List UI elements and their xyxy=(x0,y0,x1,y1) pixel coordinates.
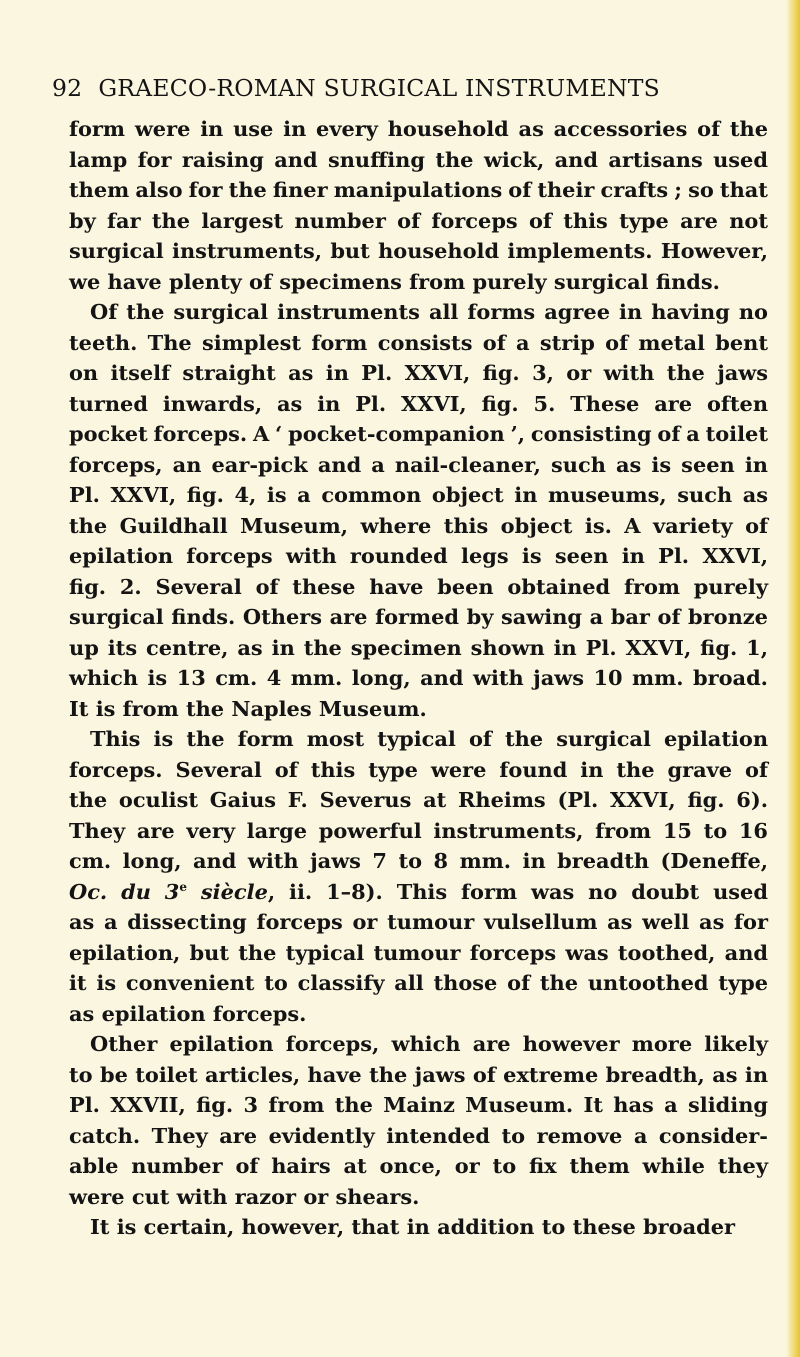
text-line: turned inwards, as in Pl. XXVI, fig. 5. These are often xyxy=(69,390,769,416)
text-line: up its centre, as in the specimen shown in Pl. XXVI, fig. 1, xyxy=(69,634,768,660)
running-title: GRAECO-ROMAN SURGICAL INSTRUMENTS xyxy=(98,74,660,102)
paragraph-3 xyxy=(69,724,768,1029)
text-line: catch. They are evidently intended to remove a consider- xyxy=(69,1122,768,1148)
text-line: Pl. XXVI, fig. 4, is a common object in museums, such as xyxy=(69,482,769,507)
text-line: the Guildhall Museum, where this object is. A variety of xyxy=(69,512,769,538)
paragraph-4 xyxy=(69,1029,768,1212)
text-line: lamp for raising and snuffing the wick, and artisans used xyxy=(69,146,768,172)
text-line: form were in use in every household as accessories of the xyxy=(69,116,768,141)
text-line: pocket forceps. A ‘ pocket-companion ’, consisting of a toilet xyxy=(69,421,768,446)
text-line: able number of hairs at once, or to fix them while they xyxy=(69,1153,768,1178)
text-line: we have plenty of specimens from purely surgical finds. xyxy=(69,268,720,294)
paragraph-1 xyxy=(69,114,768,297)
text-line: Other epilation forceps, which are however more likely xyxy=(90,1031,769,1056)
text-line: it is convenient to classify all those of the untoothed type xyxy=(69,970,768,995)
paragraph-2 xyxy=(69,297,768,724)
text-line: forceps, an ear-pick and a nail-cleaner, such as is seen in xyxy=(69,451,768,477)
text-line: as a dissecting forceps or tumour vulsellum as well as for xyxy=(69,909,768,934)
text-line: It is from the Naples Museum. xyxy=(69,695,427,721)
text-line: This is the form most typical of the surgical epilation xyxy=(90,726,769,751)
text-line: on itself straight as in Pl. XXVI, fig. 3, or with the jaws xyxy=(69,360,769,385)
citation-suffix: , ii. 1–8). This form was no doubt used xyxy=(267,878,768,904)
text-line: epilation, but the typical tumour forceps was toothed, and xyxy=(69,939,769,965)
book-page xyxy=(52,72,768,1243)
text-line: as epilation forceps. xyxy=(69,1000,307,1026)
text-line: surgical instruments, but household implements. However, xyxy=(69,238,769,263)
paragraph-5 xyxy=(69,1212,768,1243)
text-line: surgical finds. Others are formed by sawing a bar of bronze xyxy=(69,604,768,629)
text-line: teeth. The simplest form consists of a strip of metal bent xyxy=(69,329,768,355)
text-line: to be toilet articles, have the jaws of extreme breadth, as in xyxy=(69,1061,769,1087)
text-line: which is 13 cm. 4 mm. long, and with jaws 10 mm. broad. xyxy=(69,665,768,690)
running-head xyxy=(52,72,768,104)
text-line: fig. 2. Several of these have been obtained from purely xyxy=(69,573,768,599)
citation-superscript: e xyxy=(179,879,187,894)
text-line: forceps. Several of this type were found in the grave of xyxy=(69,756,768,782)
text-line: Of the surgical instruments all forms agree in having no xyxy=(90,299,768,324)
page-edge-stain xyxy=(786,0,800,1357)
text-line: the oculist Gaius F. Severus at Rheims (Pl. XXVI, fig. 6). xyxy=(69,787,768,812)
text-line: cm. long, and with jaws 7 to 8 mm. in breadth (Deneffe, xyxy=(69,848,769,873)
page-number: 92 xyxy=(52,74,83,102)
text-line: were cut with razor or shears. xyxy=(69,1183,420,1209)
text-line: They are very large powerful instruments, from 15 to 16 xyxy=(69,817,768,843)
text-line: It is certain, however, that in addition to these broader xyxy=(90,1214,736,1239)
citation-italic-word: siècle xyxy=(200,878,268,904)
citation-prefix: Oc. du 3 xyxy=(69,878,180,904)
text-line: by far the largest number of forceps of this type are not xyxy=(69,207,768,233)
citation-line xyxy=(69,877,768,908)
text-line: epilation forceps with rounded legs is seen in Pl. XXVI, xyxy=(69,543,768,568)
text-line: them also for the finer manipulations of their crafts ; so that xyxy=(69,177,768,202)
body-text xyxy=(69,114,768,1243)
text-line: Pl. XXVII, fig. 3 from the Mainz Museum. It has a sliding xyxy=(69,1092,769,1117)
